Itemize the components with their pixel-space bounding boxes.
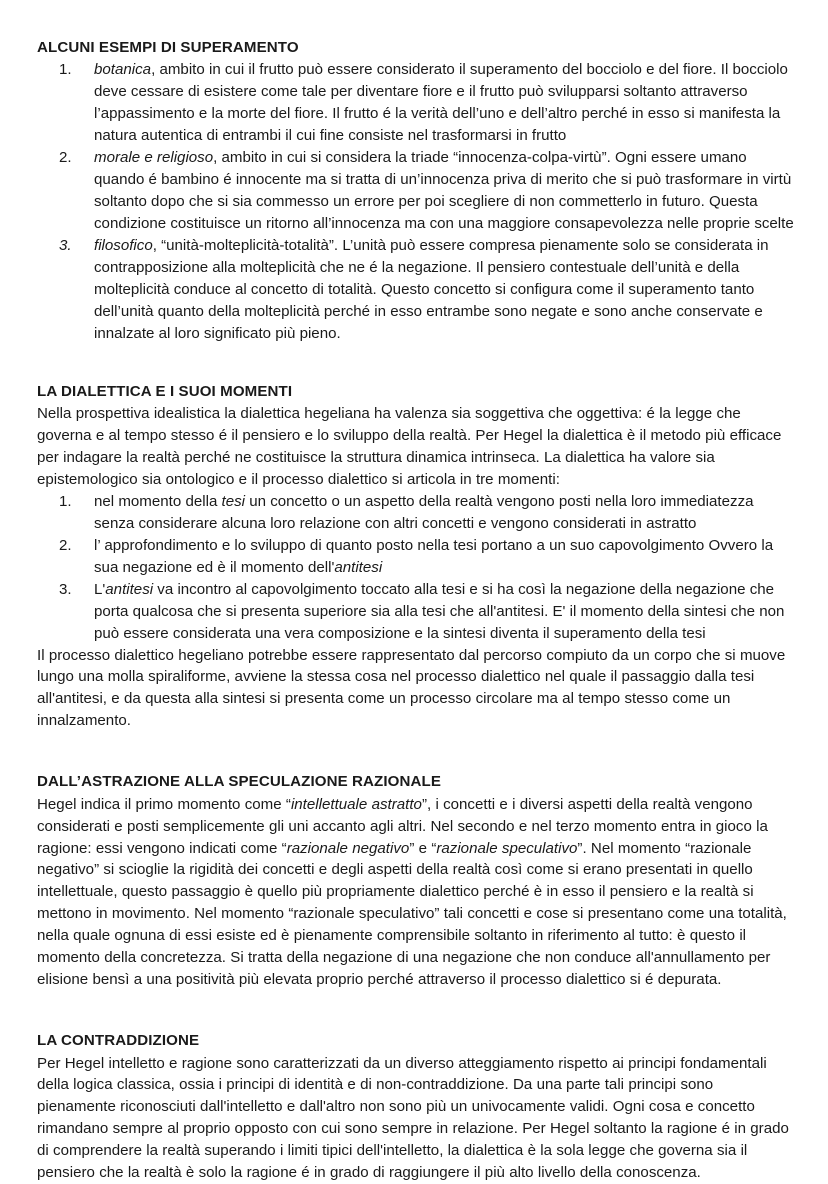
section-heading: LA DIALETTICA E I SUOI MOMENTI	[37, 382, 293, 400]
list-marker: 3.	[59, 580, 72, 598]
section-heading: LA CONTRADDIZIONE	[37, 1032, 200, 1050]
list-marker: 3.	[59, 236, 72, 254]
section-body-paragraph	[37, 794, 795, 992]
list-item-text-post: un concetto o un aspetto della realtà vengono posti nella loro immediatezza senza considerare alcuna loro relazione con altri concetti e vengono considerati in astratto	[94, 492, 754, 532]
section-intro-paragraph: Nella prospettiva idealistica la dialettica hegeliana ha valenza sia soggettiva che oggettiva: é la legge che governa e al tempo stesso é il pensiero e lo sviluppo della realtà. Per Hegel la dialettica è il metodo più efficace per indagare la realtà perché ne costituisce la struttura dinamica intrinseca. La dialettica ha valore sia epistemologico sia ontologico e il processo dialettico si articola in tre momenti:	[37, 405, 782, 488]
section-outro-paragraph: Il processo dialettico hegeliano potrebbe essere rappresentato dal percorso compiuto da un corpo che si muove lungo una molla spiraliforme, avviene la stessa cosa nel processo dialettico nel quale il passaggio dalla tesi all'antitesi, e da questa alla sintesi si presenta come un processo circolare ma al tempo stesso come un innalzamento.	[37, 646, 786, 730]
paragraph-emphasis: intellettuale astratto	[290, 795, 422, 813]
list-marker: 2.	[59, 149, 72, 167]
list-item	[37, 491, 795, 535]
list-item	[37, 59, 795, 147]
numbered-list-esempi	[37, 59, 795, 344]
list-item-text: , ambito in cui il frutto può essere considerato il superamento del bocciolo e del fiore. Il bocciolo deve cessare di esistere come tale per diventare fiore e il frutto può svilupparsi soltanto attraverso l’appassimento e la morte del fiore. Il frutto é la verità dell’uno e dell’altro perché in esso si manifesta la natura autentica di entrambi il cui fine consiste nel trasformarsi in frutto	[94, 61, 788, 145]
list-item-text: , “unità-molteplicità-totalità”. L’unità può essere compresa pienamente solo se considerata in contrapposizione alla molteplicità che ne é la negazione. Il pensiero contestuale dell’unità e della molteplicità conduce al concetto di totalità. Questo concetto si configura come il superamento tanto dell’unità quanto della molteplicità perché in esso entrambe sono negate e sono anche conservate e innalzate al loro significato più pieno.	[94, 236, 769, 342]
list-item-lead: filosofico	[94, 236, 153, 254]
list-item	[37, 235, 795, 345]
paragraph-emphasis: razionale negativo	[286, 839, 410, 857]
paragraph-text: ”, i concetti e i diversi aspetti della realtà vengono considerati e posti semplicemente gli uni accanto agli altri. Nel secondo e nel terzo momento entra in gioco la ragione: essi vengono indicati come “	[37, 795, 768, 857]
list-item	[37, 535, 795, 579]
list-item-lead: botanica	[94, 61, 152, 79]
section-spacer	[37, 750, 795, 772]
section-esempi-superamento	[37, 38, 795, 345]
list-marker: 1.	[59, 61, 72, 79]
section-heading: ALCUNI ESEMPI DI SUPERAMENTO	[37, 39, 299, 56]
section-heading: DALL’ASTRAZIONE ALLA SPECULAZIONE RAZIONALE	[37, 773, 441, 791]
list-item-text-pre: nel momento della	[94, 492, 222, 510]
section-body-paragraph: Per Hegel intelletto e ragione sono caratterizzati da un diverso atteggiamento rispetto ai principi fondamentali della logica classica, ossia i principi di identità e di non-contraddizione. Da una parte tali principi sono pienamente riconosciuti dall'intelletto e dall'altro non sono più un univocamente validi. Ogni cosa e concetto rimandano sempre al proprio opposto con cui sono sempre in relazione. Per Hegel soltanto la ragione é in grado di comprendere la realtà superando i limiti tipici dell'intelletto, la dialettica è la sola legge che governa sia il pensiero che la realtà è solo la ragione é in grado di raggiungere il più alto livello della conoscenza.	[37, 1054, 789, 1182]
paragraph-text: ”. Nel momento “razionale negativo” si scioglie la rigidità dei concetti e degli aspetti della realtà così come si erano presentati in quello intellettuale, questo passaggio è quello più propriamente dialettico perché è in esso il pensiero e la realtà si mettono in movimento. Nel momento “razionale speculativo” tali concetti e cose si presentano come una totalità, nella quale ognuna di essi esiste ed è pienamente comprensibile soltanto in riferimento al tutto: è questo il momento della concretezza. Si tratta della negazione di una negazione che non conduce all'annullamento per elisione bensì a una positività più elevata proprio perché attraverso il processo dialettico si é depurata.	[37, 839, 787, 989]
section-spacer	[37, 363, 795, 382]
paragraph-text: Hegel indica il primo momento come “	[37, 795, 291, 813]
paragraph-text: ” e “	[409, 839, 437, 857]
list-item-text: , ambito in cui si considera la triade “innocenza-colpa-virtù”. Ogni essere umano quando é bambino é innocente ma si tratta di un’innocenza priva di merito che si può trasformare in virtù soltanto dopo che si sia commesso un errore per poi scegliere di non commetterlo in futuro. Questa condizione costituisce un ritorno all’innocenza ma con una maggiore consapevolezza nelle proprie scelte	[94, 149, 794, 232]
section-astrazione-speculazione	[37, 772, 795, 991]
list-item-emphasis: tesi	[221, 492, 246, 510]
list-item-emphasis: antitesi	[105, 580, 154, 598]
list-item-lead: morale e religioso	[94, 149, 214, 167]
list-item	[37, 579, 795, 645]
list-item-text-post: va incontro al capovolgimento toccato alla tesi e si ha così la negazione della negazione che porta qualcosa che si presenta superiore sia alla tesi che all'antitesi. E' il momento della sintesi che non può essere considerata una vera composizione e la sintesi diventa il superamento della tesi	[94, 580, 785, 642]
section-dialettica-momenti	[37, 382, 795, 733]
list-item-emphasis: antitesi	[334, 558, 383, 576]
list-item-text-pre: l’ approfondimento e lo sviluppo di quanto posto nella tesi portano a un suo capovolgimento Ovvero la sua negazione ed è il momento dell'	[94, 536, 774, 576]
list-item	[37, 147, 795, 235]
section-contraddizione	[37, 1031, 795, 1184]
paragraph-emphasis: razionale speculativo	[436, 839, 578, 857]
section-spacer	[37, 1009, 795, 1031]
list-marker: 2.	[59, 536, 72, 554]
list-item-text-pre: L'	[94, 580, 106, 598]
numbered-list-momenti	[37, 491, 795, 645]
list-marker: 1.	[59, 492, 72, 510]
